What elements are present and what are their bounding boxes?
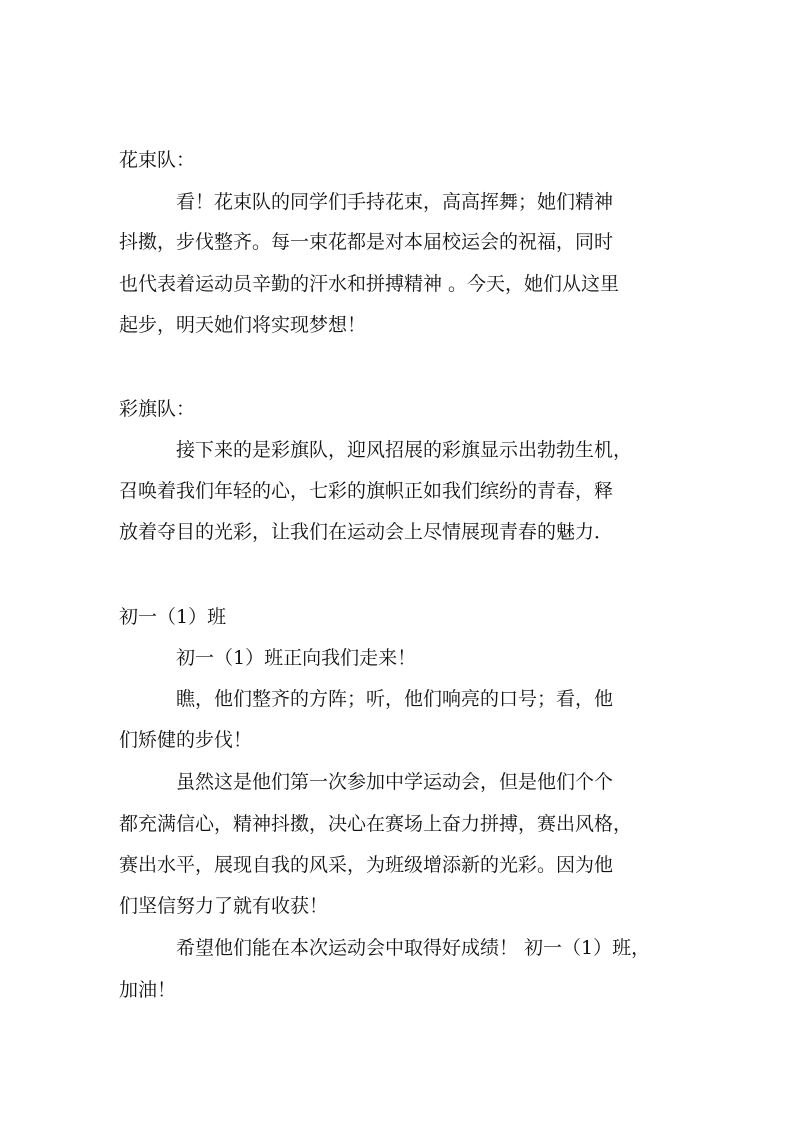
paragraph-line: 看！花束队的同学们手持花束，高高挥舞；她们精神 bbox=[176, 191, 614, 213]
paragraph-line: 都充满信心，精神抖擞，决心在赛场上奋力拼搏，赛出风格， bbox=[119, 813, 633, 835]
paragraph-line: 希望他们能在本次运动会中取得好成绩！ 初一（1）班， bbox=[176, 937, 651, 959]
paragraph-line: 放着夺目的光彩，让我们在运动会上尽情展现青春的魅力． bbox=[119, 521, 614, 543]
paragraph-line: 赛出水平，展现自我的风采，为班级增添新的光彩。因为他 bbox=[119, 854, 614, 876]
paragraph-line: 也代表着运动员辛勤的汗水和拼搏精神 。今天，她们从这里 bbox=[119, 273, 620, 295]
paragraph-line: 虽然这是他们第一次参加中学运动会，但是他们个个 bbox=[176, 771, 614, 793]
section-heading: 初一（1）班 bbox=[119, 606, 227, 628]
paragraph-line: 加油！ bbox=[119, 979, 177, 1001]
paragraph-line: 召唤着我们年轻的心，七彩的旗帜正如我们缤纷的青春，释 bbox=[119, 480, 614, 502]
paragraph-line: 起步，明天她们将实现梦想！ bbox=[119, 314, 367, 336]
section-heading: 彩旗队： bbox=[119, 398, 196, 420]
paragraph-line: 瞧，他们整齐的方阵；听，他们响亮的口号；看，他 bbox=[176, 688, 614, 710]
paragraph-line: 抖擞，步伐整齐。每一束花都是对本届校运会的祝福，同时 bbox=[119, 231, 614, 253]
paragraph-line: 初一（1）班正向我们走来！ bbox=[176, 647, 417, 669]
section-heading: 花束队： bbox=[119, 149, 196, 171]
paragraph-line: 接下来的是彩旗队，迎风招展的彩旗显示出勃勃生机， bbox=[176, 439, 633, 461]
paragraph-line: 们矫健的步伐！ bbox=[119, 729, 253, 751]
paragraph-line: 们坚信努力了就有收获！ bbox=[119, 895, 329, 917]
